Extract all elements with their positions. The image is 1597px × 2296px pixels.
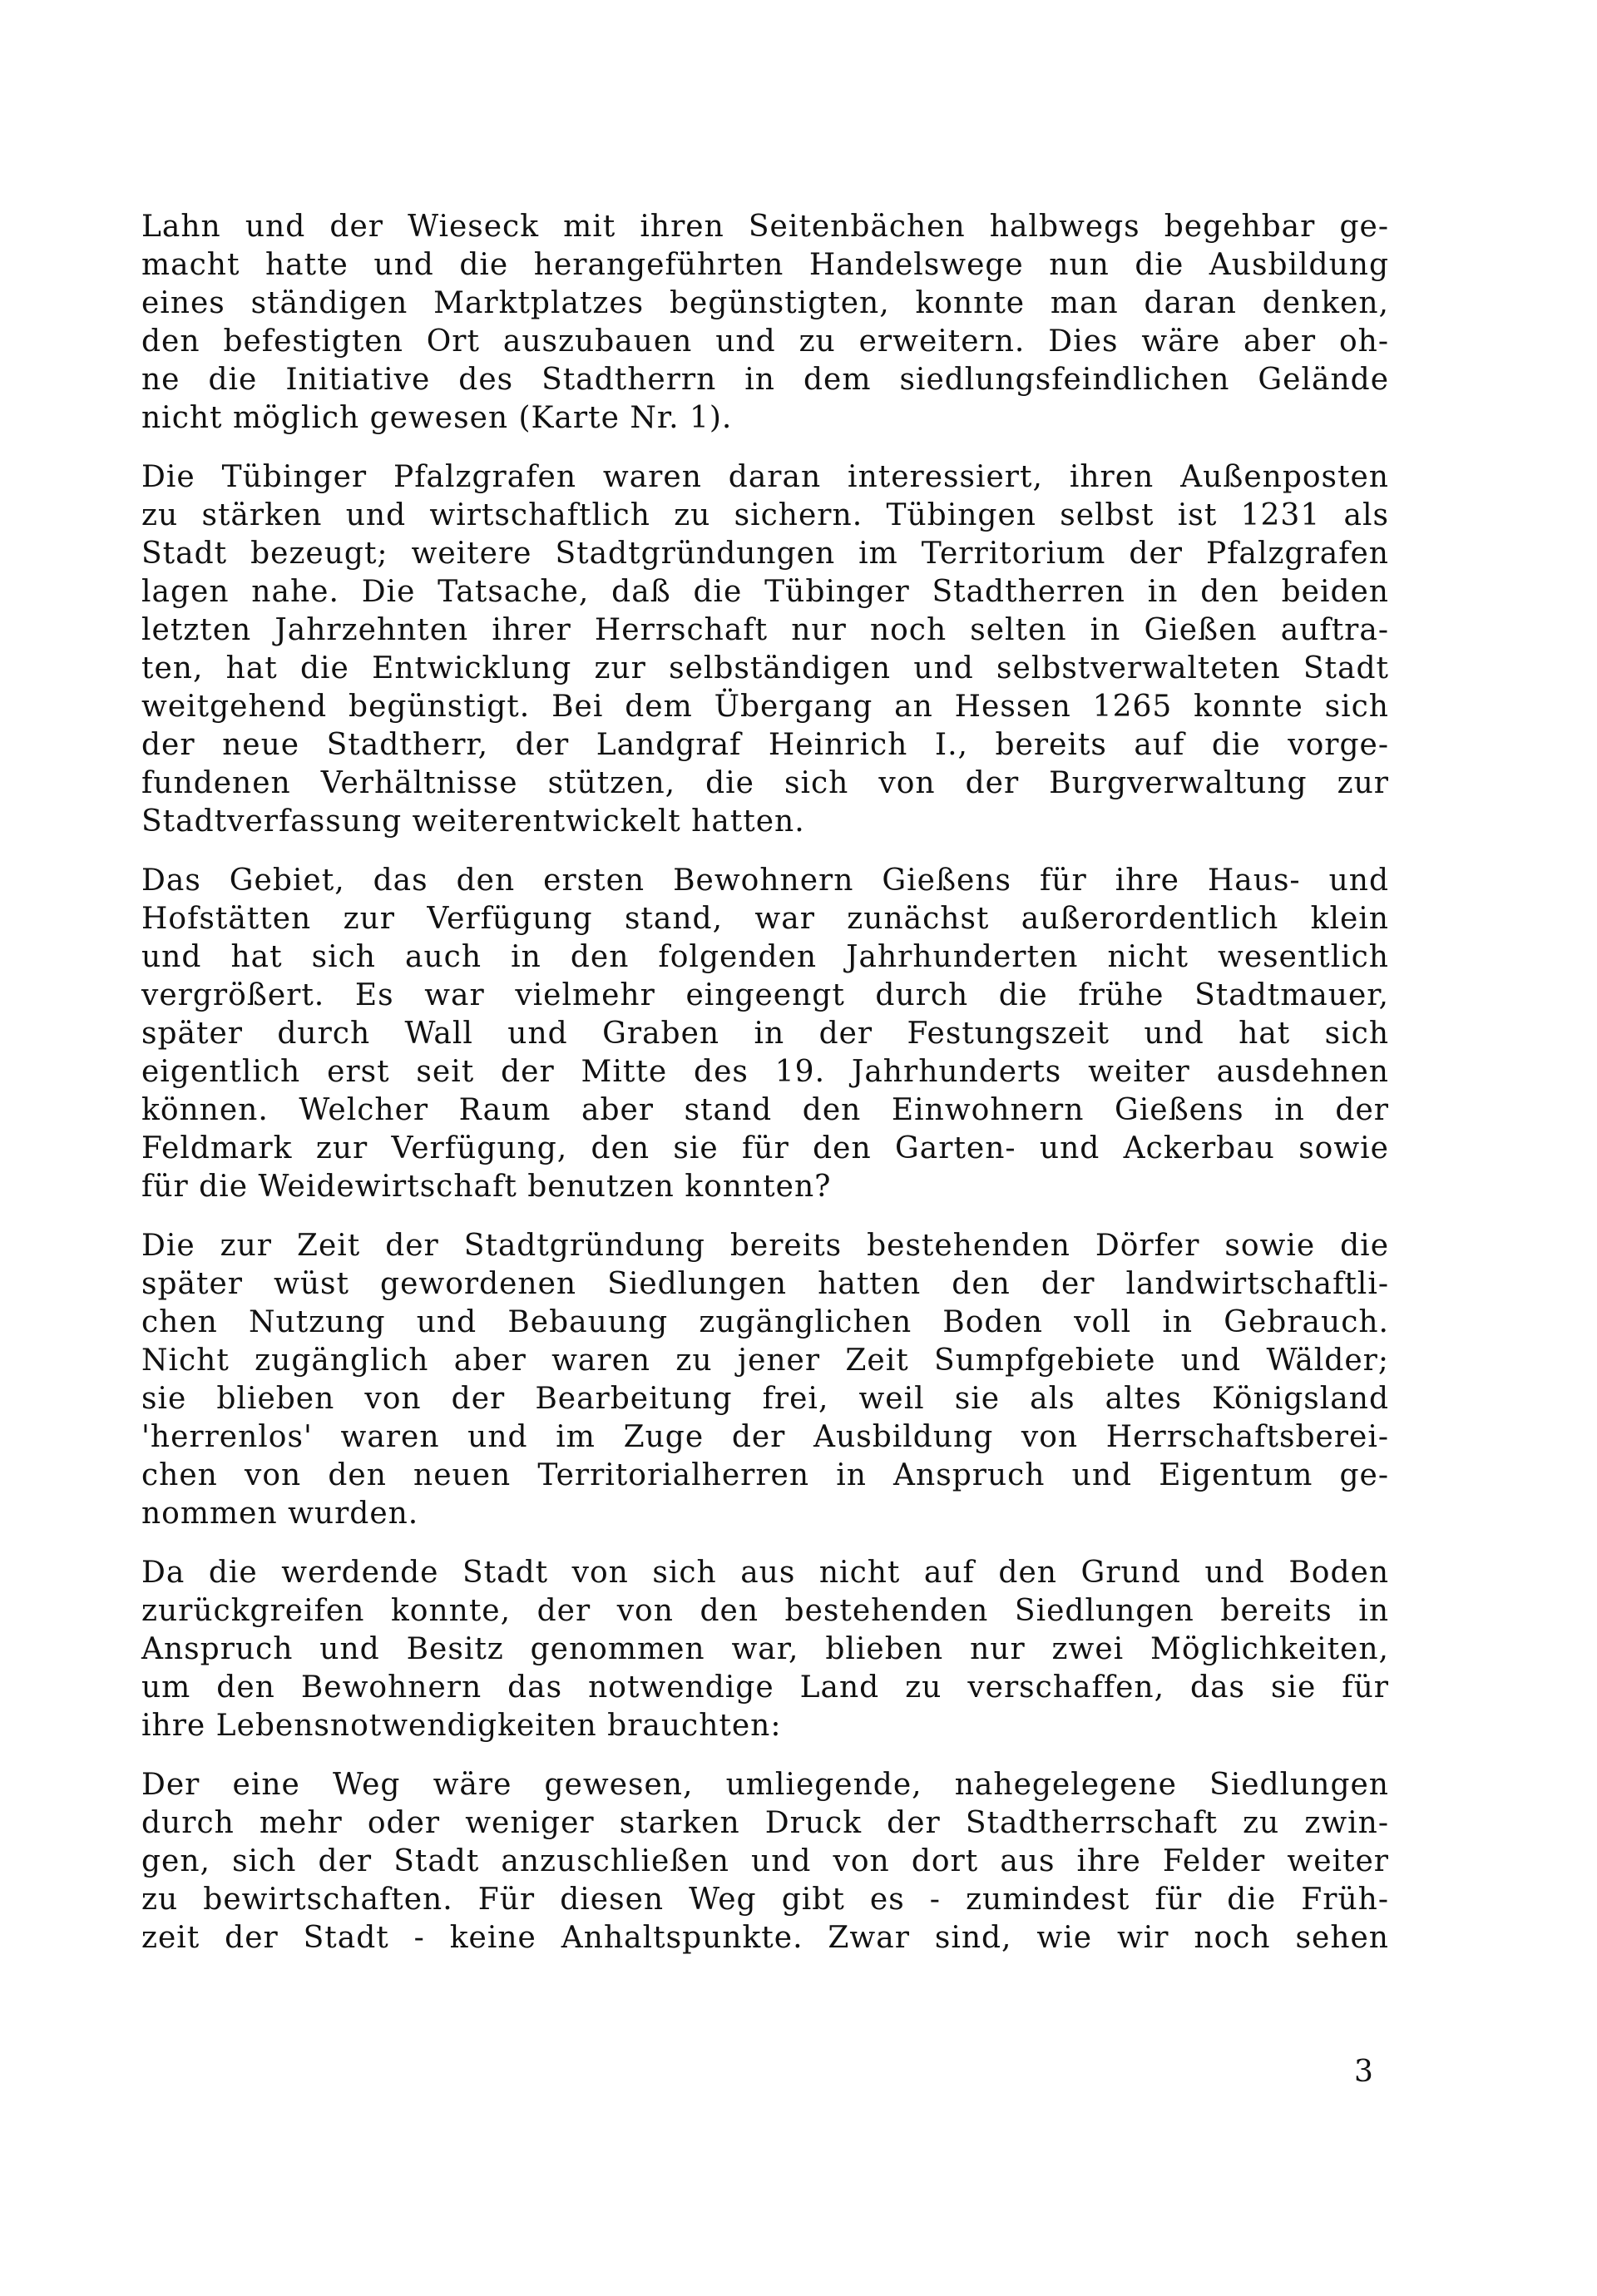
text-line: um den Bewohnern das notwendige Land zu verschaffen, das sie für — [141, 1670, 1389, 1705]
text-line: zu stärken und wirtschaftlich zu sichern. Tübingen selbst ist 1231 als — [141, 498, 1389, 532]
text-line: der neue Stadtherr, der Landgraf Heinrich I., bereits auf die vorge- — [141, 728, 1389, 762]
paragraph — [141, 1766, 1389, 1957]
text-line: nommen wurden. — [141, 1497, 419, 1531]
paragraph — [141, 1554, 1389, 1745]
text-line: können. Welcher Raum aber stand den Einwohnern Gießens in der — [141, 1093, 1389, 1127]
text-line: Stadtverfassung weiterentwickelt hatten. — [141, 804, 805, 839]
text-line: Lahn und der Wieseck mit ihren Seitenbächen halbwegs begehbar ge- — [141, 210, 1389, 244]
text-line: chen Nutzung und Bebauung zugänglichen Boden voll in Gebrauch. — [141, 1305, 1389, 1339]
text-line: eigentlich erst seit der Mitte des 19. Jahrhunderts weiter ausdehnen — [141, 1055, 1389, 1089]
text-line: Hofstätten zur Verfügung stand, war zunächst außerordentlich klein — [141, 902, 1389, 936]
text-line: vergrößert. Es war vielmehr eingeengt durch die frühe Stadtmauer, — [141, 978, 1389, 1012]
body-text — [141, 208, 1389, 1978]
paragraph — [141, 1227, 1389, 1533]
text-line: letzten Jahrzehnten ihrer Herrschaft nur noch selten in Gießen auftra- — [141, 613, 1389, 647]
text-line: chen von den neuen Territorialherren in Anspruch und Eigentum ge- — [141, 1458, 1389, 1492]
text-line: gen, sich der Stadt anzuschließen und von dort aus ihre Felder weiter — [141, 1844, 1389, 1878]
text-line: fundenen Verhältnisse stützen, die sich von der Burgverwaltung zur — [141, 766, 1389, 800]
text-line: ten, hat die Entwicklung zur selbständigen und selbstverwalteten Stadt — [141, 651, 1389, 685]
text-line: Stadt bezeugt; weitere Stadtgründungen im Territorium der Pfalzgrafen — [141, 537, 1389, 571]
text-line: zurückgreifen konnte, der von den bestehenden Siedlungen bereits in — [141, 1594, 1389, 1628]
text-line: lagen nahe. Die Tatsache, daß die Tübinger Stadtherren in den beiden — [141, 575, 1389, 609]
paragraph — [141, 458, 1389, 841]
text-line: nicht möglich gewesen (Karte Nr. 1). — [141, 401, 733, 435]
paragraph — [141, 208, 1389, 438]
text-line: Nicht zugänglich aber waren zu jener Zeit Sumpfgebiete und Wälder; — [141, 1343, 1389, 1378]
text-line: eines ständigen Marktplatzes begünstigten, konnte man daran denken, — [141, 286, 1389, 320]
text-line: Die Tübinger Pfalzgrafen waren daran interessiert, ihren Außenposten — [141, 460, 1389, 494]
text-line: ihre Lebensnotwendigkeiten brauchten: — [141, 1709, 782, 1743]
text-line: Die zur Zeit der Stadtgründung bereits bestehenden Dörfer sowie die — [141, 1229, 1389, 1263]
text-line: später wüst gewordenen Siedlungen hatten den der landwirtschaftli- — [141, 1267, 1389, 1301]
text-line: zu bewirtschaften. Für diesen Weg gibt es - zumindest für die Früh- — [141, 1883, 1389, 1917]
text-line: Da die werdende Stadt von sich aus nicht auf den Grund und Boden — [141, 1556, 1389, 1590]
text-line: und hat sich auch in den folgenden Jahrhunderten nicht wesentlich — [141, 940, 1389, 974]
page-number: 3 — [1354, 2055, 1373, 2089]
text-line: durch mehr oder weniger starken Druck der Stadtherrschaft zu zwin- — [141, 1806, 1389, 1840]
text-line: für die Weidewirtschaft benutzen konnten? — [141, 1170, 832, 1204]
text-line: Der eine Weg wäre gewesen, umliegende, nahegelegene Siedlungen — [141, 1768, 1389, 1802]
text-line: Das Gebiet, das den ersten Bewohnern Gießens für ihre Haus- und — [141, 863, 1389, 898]
text-line: sie blieben von der Bearbeitung frei, weil sie als altes Königsland — [141, 1382, 1389, 1416]
text-line: den befestigten Ort auszubauen und zu erweitern. Dies wäre aber oh- — [141, 324, 1389, 359]
text-line: Anspruch und Besitz genommen war, blieben nur zwei Möglichkeiten, — [141, 1632, 1389, 1666]
text-line: später durch Wall und Graben in der Festungszeit und hat sich — [141, 1017, 1389, 1051]
text-line: ne die Initiative des Stadtherrn in dem siedlungsfeindlichen Gelände — [141, 363, 1389, 397]
text-line: 'herrenlos' waren und im Zuge der Ausbildung von Herrschaftsberei- — [141, 1420, 1389, 1454]
text-line: weitgehend begünstigt. Bei dem Übergang an Hessen 1265 konnte sich — [141, 690, 1389, 724]
text-line: Feldmark zur Verfügung, den sie für den Garten- und Ackerbau sowie — [141, 1131, 1389, 1165]
text-line: zeit der Stadt - keine Anhaltspunkte. Zwar sind, wie wir noch sehen — [141, 1921, 1389, 1955]
text-line: macht hatte und die herangeführten Handelswege nun die Ausbildung — [141, 248, 1389, 282]
paragraph — [141, 862, 1389, 1206]
